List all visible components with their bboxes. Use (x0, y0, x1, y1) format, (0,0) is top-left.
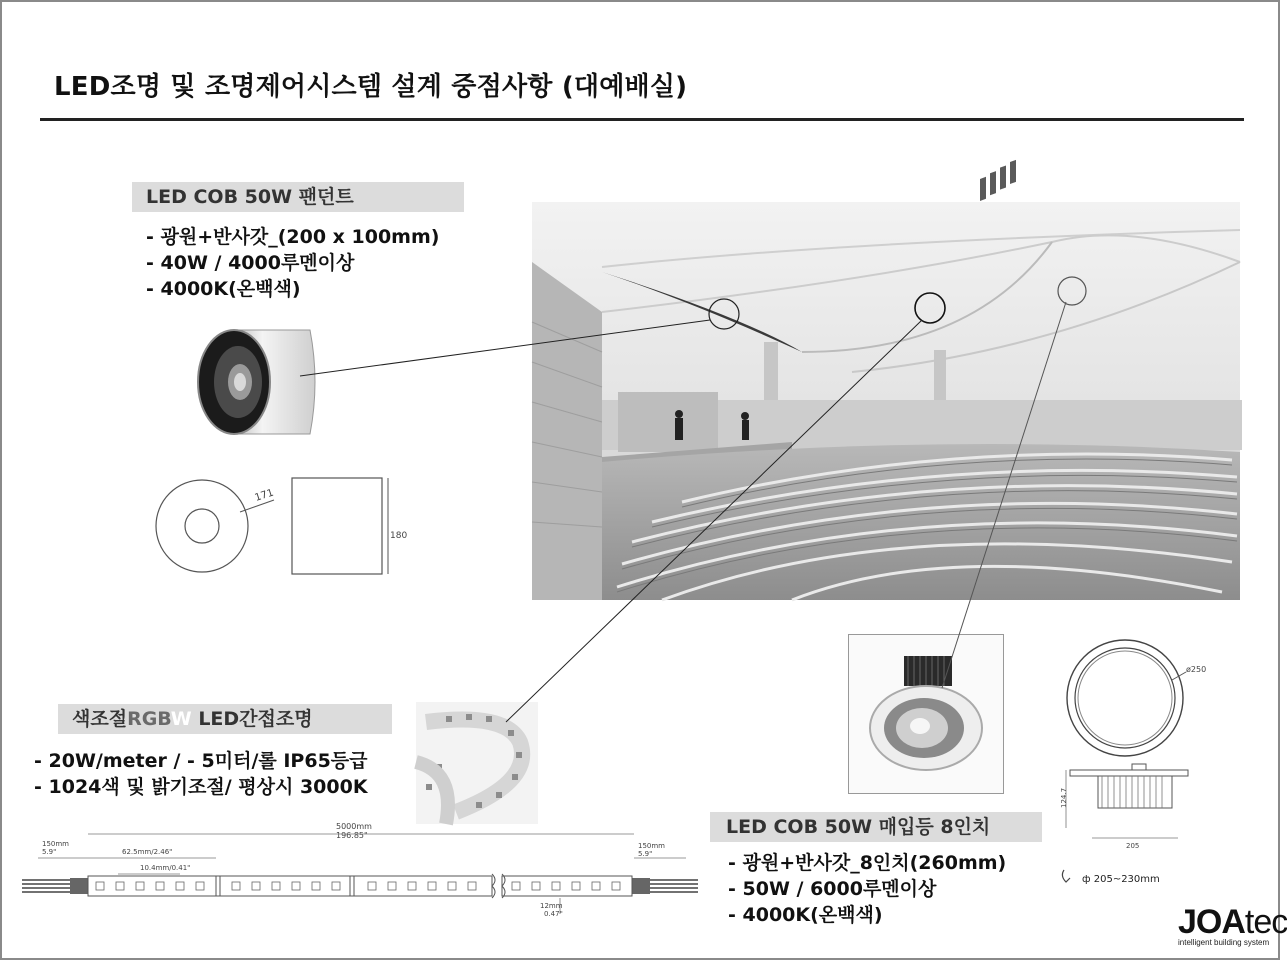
title-underline (40, 118, 1244, 121)
strip-label (58, 704, 392, 734)
strip-dimension-drawing (20, 818, 700, 922)
pendant-dim-diameter: 171 (253, 487, 276, 504)
page-title: LED조명 및 조명제어시스템 설계 중점사항 (대예배실) (54, 72, 688, 102)
strip-dim-left-end-in: 5.9" (42, 848, 57, 856)
strip-dim-width-in: 0.47" (544, 910, 563, 918)
downlight-dim-height: 124.7 (1060, 787, 1068, 808)
pendant-spec-3: - 4000K(온백색) (146, 278, 301, 300)
strip-dim-segment: 62.5mm/2.46" (122, 848, 173, 856)
company-logo (1178, 903, 1287, 948)
downlight-dim-diameter: ø250 (1186, 665, 1207, 674)
pendant-spec-2: - 40W / 4000루멘이상 (146, 252, 355, 274)
downlight-cutout: ф 205~230mm (1082, 874, 1160, 885)
strip-label-w: W (170, 708, 192, 730)
pendant-specs (146, 224, 439, 302)
strip-label-rgb: RGB (127, 708, 171, 730)
pendant-spec-1: - 광원+반사갓_(200 x 100mm) (146, 226, 440, 248)
downlight-spec-2: - 50W / 6000루멘이상 (728, 878, 937, 900)
logo-main-text: JOA (1178, 903, 1245, 941)
strip-dim-total: 5000mm (336, 822, 372, 831)
downlight-dim-bottom: 205 (1126, 842, 1140, 850)
strip-dim-left-end: 150mm (42, 840, 69, 848)
logo-tec-text: tec (1244, 903, 1287, 941)
strip-dim-pitch: 10.4mm/0.41" (140, 864, 191, 872)
downlight-label: LED COB 50W 매입등 8인치 (710, 812, 1042, 842)
strip-dim-width: 12mm (540, 902, 563, 910)
strip-spec-2: - 1024색 및 밝기조절/ 평상시 3000K (34, 776, 368, 798)
logo-wordmark (1178, 903, 1287, 941)
downlight-specs (728, 850, 1006, 928)
strip-spec-1: - 20W/meter / - 5미터/롤 IP65등급 (34, 750, 368, 772)
strip-dim-right-end-in: 5.9" (638, 850, 653, 858)
auditorium-rendering (532, 202, 1240, 600)
pendant-product-image (192, 322, 322, 442)
downlight-product-image (848, 634, 1004, 794)
strip-dim-total-in: 196.85" (336, 831, 368, 840)
pendant-label: LED COB 50W 팬던트 (132, 182, 464, 212)
strip-dim-right-end: 150mm (638, 842, 665, 850)
strip-specs (34, 748, 368, 800)
pendant-dimension-drawing (152, 470, 422, 590)
pendant-dim-height: 180 (390, 531, 408, 541)
downlight-spec-3: - 4000K(온백색) (728, 904, 883, 926)
strip-label-pre: 색조절 (72, 708, 128, 730)
downlight-spec-1: - 광원+반사갓_8인치(260mm) (728, 852, 1007, 874)
strip-label-post: LED간접조명 (191, 708, 313, 730)
downlight-dimension-drawing (1052, 638, 1232, 898)
strip-product-image (416, 702, 538, 824)
logo-tagline: intelligent building system (1178, 938, 1270, 947)
